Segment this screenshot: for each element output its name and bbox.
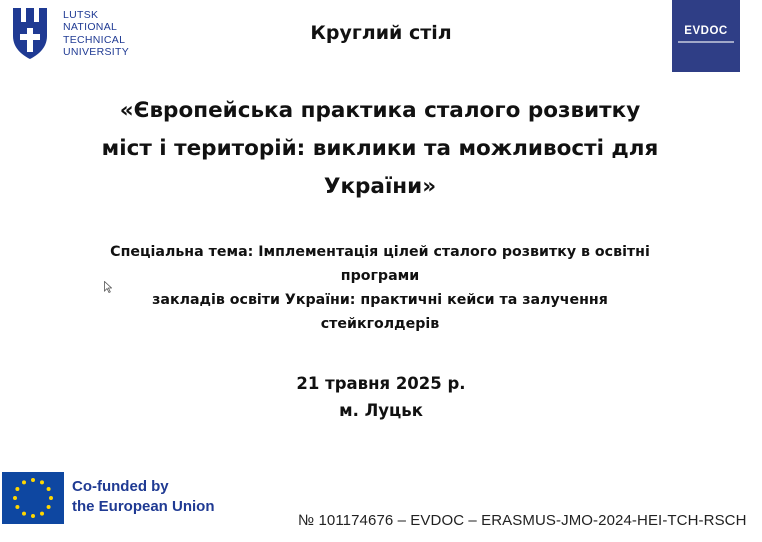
university-name-line-4: UNIVERSITY: [63, 46, 130, 59]
mouse-cursor-icon: [104, 281, 112, 293]
evdoc-logo-text: EVDOC: [684, 25, 728, 37]
eu-flag-icon: [2, 472, 64, 524]
main-title-line-1: «Європейська практика сталого розвитку: [119, 98, 641, 123]
main-title-line-3: України»: [323, 174, 437, 199]
event-type-heading: Круглий стіл: [310, 22, 452, 44]
special-topic-line-4: стейкголдерів: [320, 316, 440, 332]
special-topic-line-1: Спеціальна тема: Імплементація цілей сталого розвитку в освітні: [110, 244, 650, 260]
eu-cofunded-label: [72, 477, 215, 517]
eu-cofunded-line-1: Co-funded by: [72, 478, 169, 495]
project-number: № 101174676 – EVDOC – ERASMUS-JMO-2024-HEI-TCH-RSCH: [298, 512, 747, 529]
main-title: [70, 92, 690, 206]
special-topic: [80, 240, 680, 336]
eu-cofunded-line-2: the European Union: [72, 498, 215, 515]
event-date: 21 травня 2025 р.: [296, 374, 466, 393]
university-name-line-1: LUTSK: [63, 9, 99, 21]
university-name-line-2: NATIONAL: [63, 21, 118, 34]
university-name-line-3: TECHNICAL: [63, 33, 126, 46]
main-title-line-2: міст і територій: виклики та можливості для: [101, 136, 659, 161]
special-topic-line-3: закладів освіти України: практичні кейси та залучення: [152, 292, 608, 308]
special-topic-line-2: програми: [340, 268, 420, 284]
event-city: м. Луцьк: [339, 401, 423, 420]
